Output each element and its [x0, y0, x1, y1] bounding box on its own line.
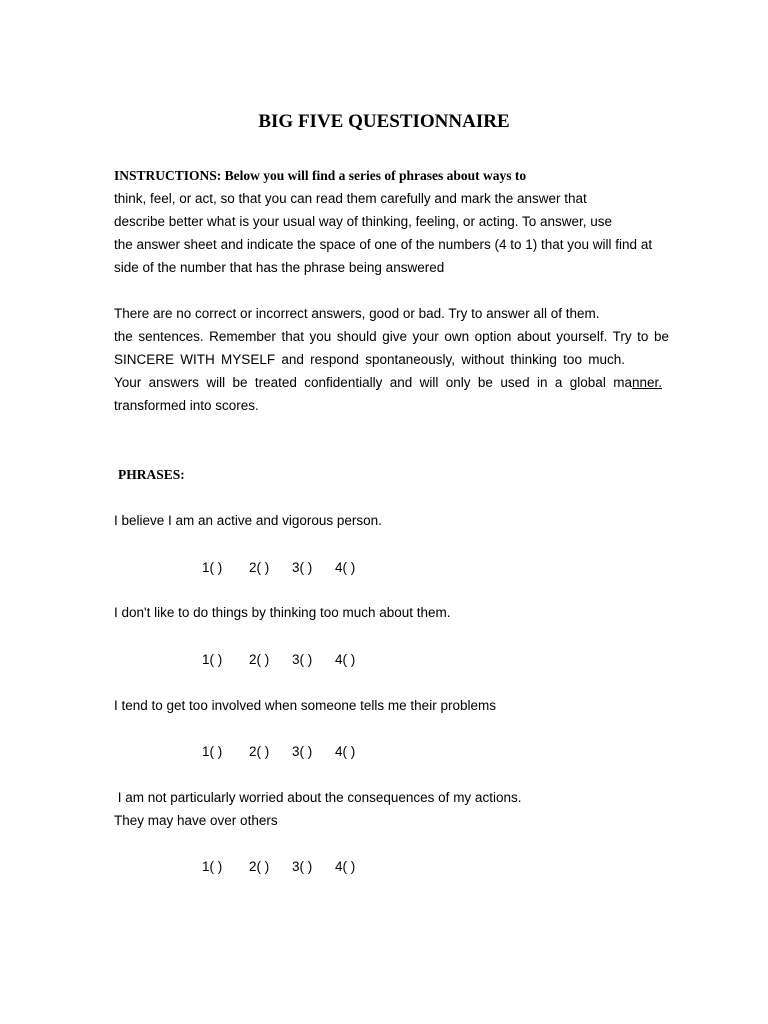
option-3[interactable]: 3( ): [292, 560, 313, 575]
option-4[interactable]: 4( ): [335, 859, 356, 874]
notes-line: SINCERE WITH MYSELF and respond spontaneously, without thinking too much.: [114, 352, 625, 367]
answer-options: [202, 858, 355, 876]
notes-line: [114, 374, 662, 392]
question-text: I believe I am an active and vigorous person.: [114, 513, 382, 528]
answer-options: [202, 651, 355, 669]
notes-line: the sentences. Remember that you should give your own option about yourself. Try to be: [114, 329, 669, 344]
page-title: BIG FIVE QUESTIONNAIRE: [258, 111, 510, 132]
instructions-line: the answer sheet and indicate the space of one of the numbers (4 to 1) that you will find at: [114, 237, 653, 252]
notes-line-underlined: nner.: [631, 375, 662, 390]
option-1[interactable]: 1( ): [202, 859, 223, 874]
question-text: I tend to get too involved when someone tells me their problems: [114, 698, 496, 713]
instructions-line: describe better what is your usual way of thinking, feeling, or acting. To answer, use: [114, 214, 613, 229]
answer-options: [202, 743, 355, 761]
option-4[interactable]: 4( ): [335, 560, 356, 575]
option-1[interactable]: 1( ): [202, 652, 223, 667]
instructions-label: INSTRUCTIONS: Below you will find a series of phrases about ways to: [114, 168, 527, 183]
question-text: I am not particularly worried about the consequences of my actions.: [114, 790, 522, 805]
option-1[interactable]: 1( ): [202, 744, 223, 759]
notes-line: transformed into scores.: [114, 398, 259, 413]
option-3[interactable]: 3( ): [292, 859, 313, 874]
option-3[interactable]: 3( ): [292, 744, 313, 759]
question-text: I don't like to do things by thinking too much about them.: [114, 605, 451, 620]
option-2[interactable]: 2( ): [249, 560, 270, 575]
phrases-heading: PHRASES:: [118, 467, 185, 482]
option-2[interactable]: 2( ): [249, 652, 270, 667]
option-4[interactable]: 4( ): [335, 744, 356, 759]
instructions-line: think, feel, or act, so that you can read them carefully and mark the answer that: [114, 191, 587, 206]
option-1[interactable]: 1( ): [202, 560, 223, 575]
instructions-line: side of the number that has the phrase being answered: [114, 260, 445, 275]
option-4[interactable]: 4( ): [335, 652, 356, 667]
answer-options: [202, 559, 355, 577]
notes-line: There are no correct or incorrect answers, good or bad. Try to answer all of them.: [114, 306, 600, 321]
notes-line-text: Your answers will be treated confidentially and will only be used in a global ma: [114, 375, 632, 390]
question-text-continued: They may have over others: [114, 813, 278, 828]
option-2[interactable]: 2( ): [249, 744, 270, 759]
option-2[interactable]: 2( ): [249, 859, 270, 874]
option-3[interactable]: 3( ): [292, 652, 313, 667]
